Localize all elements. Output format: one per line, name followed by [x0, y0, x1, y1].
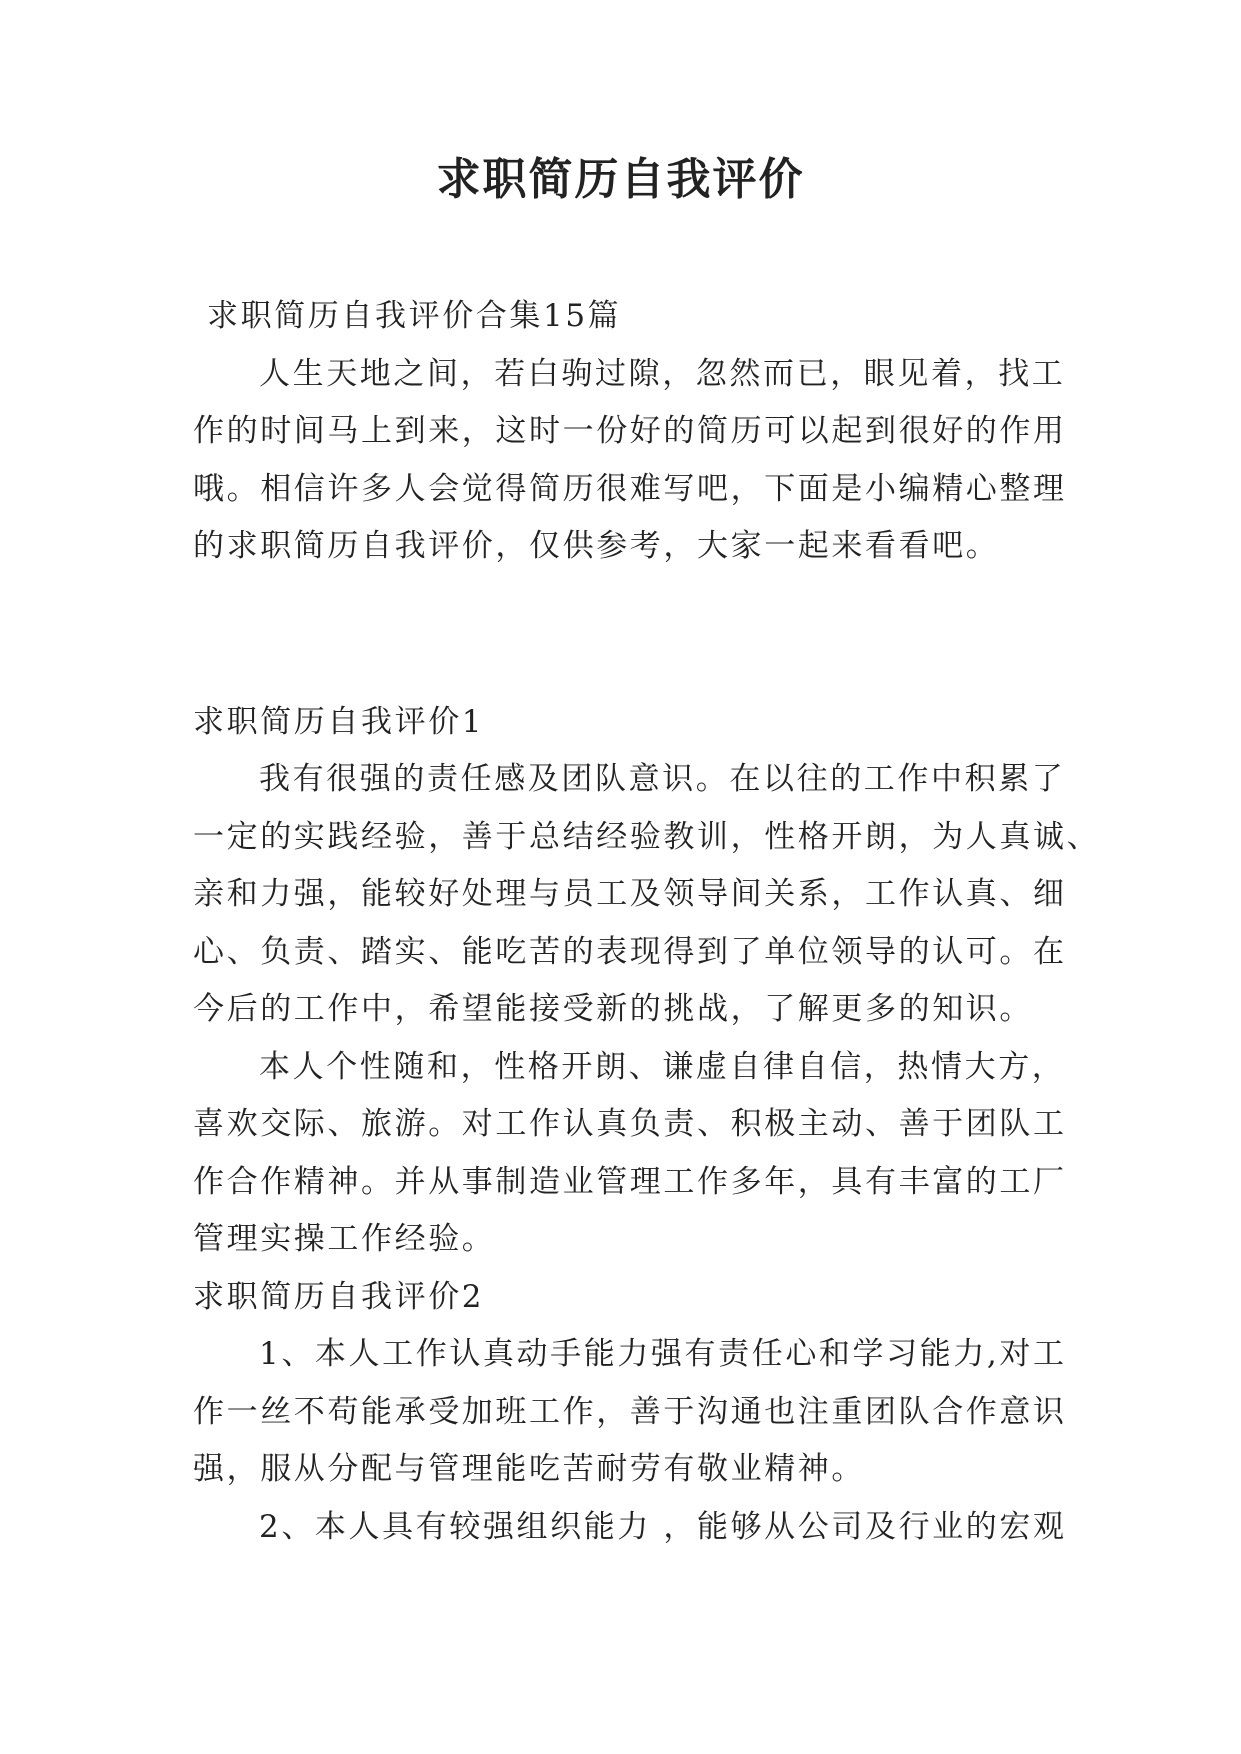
subtitle-line: 求职简历自我评价合集15篇: [207, 298, 622, 334]
paragraph-line: 心、负责、踏实、能吃苦的表现得到了单位领导的认可。在: [193, 933, 1067, 970]
paragraph-line: 管理实操工作经验。: [193, 1221, 496, 1257]
section-gap: [193, 576, 1063, 694]
paragraph-line: 强，服从分配与管理能吃苦耐劳有敬业精神。: [193, 1451, 865, 1487]
paragraph-line: 喜欢交际、旅游。对工作认真负责、积极主动、善于团队工: [193, 1106, 1067, 1142]
paragraph-line: 1、本人工作认真动手能力强有责任心和学习能力,对工: [259, 1336, 1067, 1372]
paragraph-line: 作一丝不苟能承受加班工作，善于沟通也注重团队合作意识: [193, 1393, 1067, 1430]
paragraph-line: 本人个性随和，性格开朗、谦虚自律自信，热情大方，: [259, 1048, 1066, 1085]
section-heading: 求职简历自我评价2: [193, 1278, 485, 1315]
paragraph-line: 的求职简历自我评价，仅供参考，大家一起来看看吧。: [193, 528, 1000, 564]
paragraph-line: 一定的实践经验，善于总结经验教训，性格开朗，为人真诚、: [193, 818, 1101, 855]
paragraph-line: 作的时间马上到来，这时一份好的简历可以起到很好的作用: [193, 413, 1067, 449]
paragraph-line: 今后的工作中，希望能接受新的挑战，了解更多的知识。: [193, 991, 1033, 1027]
paragraph-line: 人生天地之间，若白驹过隙，忽然而已，眼见着，找工: [259, 355, 1066, 392]
paragraph-line: 2、本人具有较强组织能力 ，能够从公司及行业的宏观: [259, 1508, 1067, 1545]
page-title: 求职简历自我评价: [436, 154, 805, 205]
paragraph-line: 哦。相信许多人会觉得简历很难写吧，下面是小编精心整理: [193, 470, 1067, 507]
paragraph-line: 我有很强的责任感及团队意识。在以往的工作中积累了: [259, 761, 1066, 797]
document-body: [193, 288, 1101, 1556]
section-heading: 求职简历自我评价1: [193, 703, 485, 740]
paragraph-line: 亲和力强，能较好处理与员工及领导间关系，工作认真、细: [193, 876, 1067, 912]
paragraph-line: 作合作精神。并从事制造业管理工作多年，具有丰富的工厂: [193, 1163, 1067, 1200]
